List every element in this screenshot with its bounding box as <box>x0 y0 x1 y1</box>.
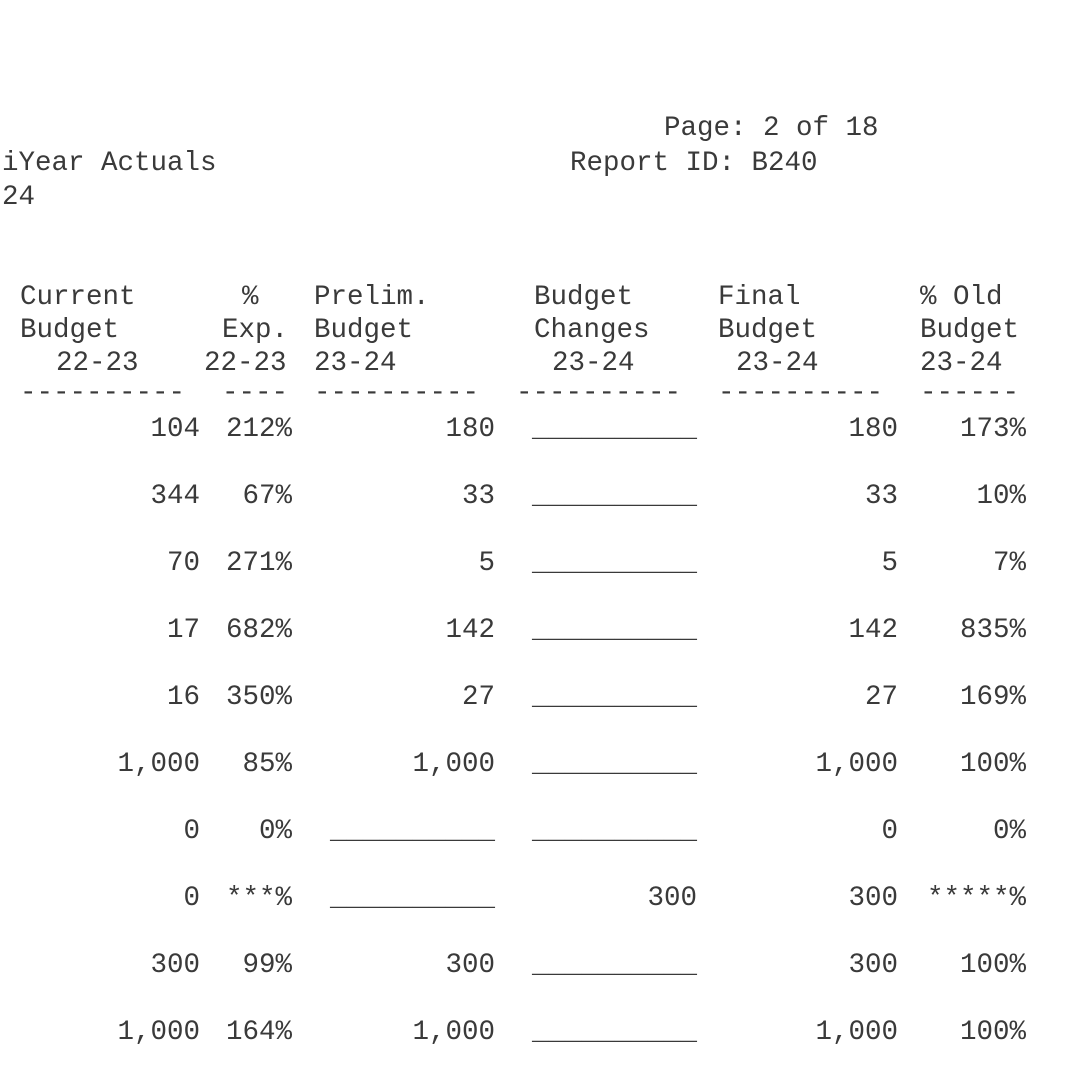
col-pct-old-line1: % Old <box>920 282 1003 313</box>
cell-pct-old: 169% <box>959 682 1026 713</box>
col-final-separator: ---------- <box>718 378 884 409</box>
col-current-line1: Current <box>20 282 136 313</box>
cell-final: 27 <box>864 682 898 713</box>
col-pct-exp-line1: % <box>242 282 259 313</box>
cell-current: 0 <box>183 883 200 914</box>
cell-pct-exp: 67% <box>242 481 292 512</box>
cell-current: 344 <box>150 481 200 512</box>
cell-changes: __________ <box>531 1017 697 1048</box>
cell-changes: __________ <box>531 950 697 981</box>
cell-pct-old: 100% <box>959 749 1026 780</box>
cell-current: 17 <box>166 615 200 646</box>
page-number: Page: 2 of 18 <box>664 113 879 144</box>
col-pct-old-line3: 23-24 <box>920 348 1003 379</box>
cell-pct-old: 835% <box>959 615 1026 646</box>
cell-final: 1,000 <box>815 749 898 780</box>
cell-prelim: __________ <box>329 883 495 914</box>
col-pct-exp-line2: Exp. <box>222 315 289 346</box>
cell-changes: 300 <box>647 883 697 914</box>
col-pct-exp-line3: 22-23 <box>204 348 287 379</box>
col-prelim-line1: Prelim. <box>314 282 430 313</box>
cell-changes: __________ <box>531 682 697 713</box>
cell-pct-old: *****% <box>926 883 1026 914</box>
cell-pct-old: 0% <box>992 816 1026 847</box>
cell-prelim: 300 <box>445 950 495 981</box>
cell-prelim: 142 <box>445 615 495 646</box>
cell-pct-exp: 99% <box>242 950 292 981</box>
col-changes-line2: Changes <box>534 315 650 346</box>
cell-changes: __________ <box>531 548 697 579</box>
cell-pct-old: 100% <box>959 950 1026 981</box>
col-current-separator: ---------- <box>20 378 186 409</box>
cell-final: 300 <box>848 883 898 914</box>
cell-current: 300 <box>150 950 200 981</box>
cell-current: 16 <box>166 682 200 713</box>
cell-pct-exp: 212% <box>225 414 292 445</box>
col-changes-line3: 23-24 <box>552 348 635 379</box>
report-year-fragment: 24 <box>2 182 36 213</box>
cell-changes: __________ <box>531 816 697 847</box>
col-changes-line1: Budget <box>534 282 634 313</box>
cell-pct-exp: 0% <box>258 816 292 847</box>
col-prelim-line2: Budget <box>314 315 414 346</box>
col-changes-separator: ---------- <box>516 378 682 409</box>
col-final-line3: 23-24 <box>736 348 819 379</box>
cell-current: 1,000 <box>117 749 200 780</box>
cell-prelim: 1,000 <box>412 1017 495 1048</box>
cell-pct-exp: ***% <box>225 883 292 914</box>
col-final-line1: Final <box>718 282 801 313</box>
cell-current: 70 <box>166 548 200 579</box>
col-pct-old-line2: Budget <box>920 315 1020 346</box>
cell-current: 0 <box>183 816 200 847</box>
cell-prelim: 180 <box>445 414 495 445</box>
col-current-line2: Budget <box>20 315 120 346</box>
cell-changes: __________ <box>531 615 697 646</box>
col-pct-old-separator: ------ <box>920 378 1020 409</box>
cell-pct-exp: 350% <box>225 682 292 713</box>
cell-pct-exp: 85% <box>242 749 292 780</box>
cell-final: 5 <box>881 548 898 579</box>
cell-final: 142 <box>848 615 898 646</box>
cell-changes: __________ <box>531 414 697 445</box>
cell-final: 300 <box>848 950 898 981</box>
col-prelim-line3: 23-24 <box>314 348 397 379</box>
col-final-line2: Budget <box>718 315 818 346</box>
cell-changes: __________ <box>531 481 697 512</box>
cell-pct-exp: 164% <box>225 1017 292 1048</box>
cell-pct-exp: 271% <box>225 548 292 579</box>
cell-prelim: __________ <box>329 816 495 847</box>
cell-final: 180 <box>848 414 898 445</box>
cell-final: 33 <box>864 481 898 512</box>
col-prelim-separator: ---------- <box>314 378 480 409</box>
cell-prelim: 5 <box>478 548 495 579</box>
cell-final: 1,000 <box>815 1017 898 1048</box>
cell-changes: __________ <box>531 749 697 780</box>
cell-prelim: 1,000 <box>412 749 495 780</box>
report-id: Report ID: B240 <box>570 148 818 179</box>
cell-final: 0 <box>881 816 898 847</box>
report-title-fragment: iYear Actuals <box>2 148 217 179</box>
cell-current: 1,000 <box>117 1017 200 1048</box>
cell-prelim: 33 <box>461 481 495 512</box>
cell-pct-exp: 682% <box>225 615 292 646</box>
col-current-line3: 22-23 <box>56 348 139 379</box>
cell-pct-old: 7% <box>992 548 1026 579</box>
cell-prelim: 27 <box>461 682 495 713</box>
cell-pct-old: 173% <box>959 414 1026 445</box>
cell-pct-old: 10% <box>976 481 1026 512</box>
cell-pct-old: 100% <box>959 1017 1026 1048</box>
col-pct-exp-separator: ---- <box>222 378 289 409</box>
cell-current: 104 <box>150 414 200 445</box>
